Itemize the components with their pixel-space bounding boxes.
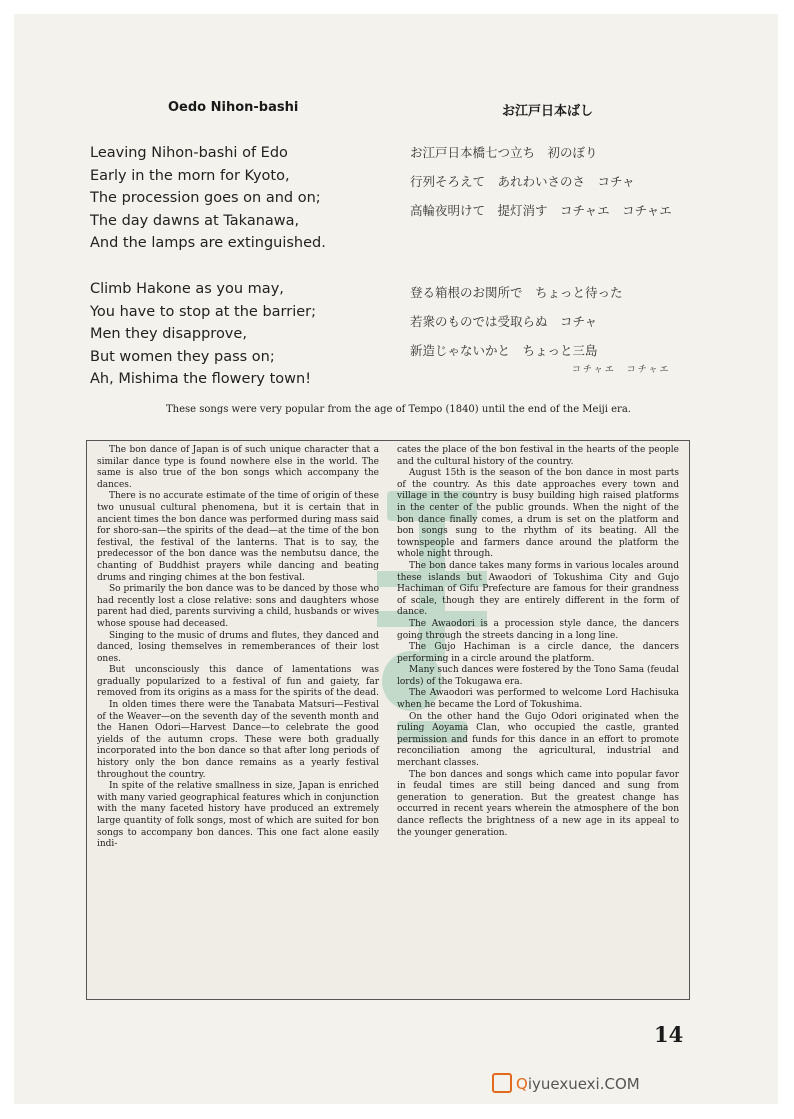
paragraph: The Awaodori was performed to welcome Lord Hachisuka when he became the Lord of Tokushima. xyxy=(397,688,679,711)
paragraph: The bon dance takes many forms in various locales around these islands but Awaodori of Tokushima City and Gujo Hachiman of Gifu Prefecture are famous for their grandness of scale, though they are entirely different in the form of dance. xyxy=(397,560,679,618)
verse-line: Climb Hakone as you may, xyxy=(90,281,284,297)
paragraph: Many such dances were fostered by the Tono Sama (feudal lords) of the Tokugawa era. xyxy=(397,665,679,687)
verse-line-jp: 行列そろえて あれわいさのさ コチャ xyxy=(410,174,635,189)
verse-line-jp: 若衆のものでは受取らぬ コチャ xyxy=(410,314,598,329)
verse2-jp-tail: コチャエ コチャエ xyxy=(572,365,671,375)
verse-line: You have to stop at the barrier; xyxy=(90,303,317,320)
paragraph: On the other hand the Gujo Odori originated when the ruling Aoyama Clan, who occupied the castle, granted permission and funds for this dance in an effort to promote reconciliation among the agricultural, industrial and merchant classes. xyxy=(397,711,679,769)
paragraph: There is no accurate estimate of the time of origin of these two unusual cultural phenomena, but it is certain that in ancient times the bon dance was performed during mass said for shoro-san—the spirits of the dead—at the time of the bon festival, the festival of the lanterns. That is to say, the predecessor of the bon dance was the nembutsu dance, the chanting of Buddhist prayers while dancing and beating drums and ringing chimes at the bon festival. xyxy=(97,491,379,583)
paragraph: In spite of the relative smallness in size, Japan is enriched with many varied geographical features which in conjunction with the many faceted history have produced an extremely large quantity of folk songs, most of which are suited for bon songs to accompany bon dances. This one fact alone easily indi- xyxy=(97,781,379,850)
verse-line: Early in the morn for Kyoto, xyxy=(90,167,290,184)
article-column-right xyxy=(397,445,679,839)
brand-accent: Q xyxy=(516,1075,528,1093)
article-column-left xyxy=(97,445,379,851)
verse2-jp xyxy=(410,282,623,369)
verse-line: Ah, Mishima the flowery town! xyxy=(90,371,312,387)
brand-text: iyuexuexi.COM xyxy=(527,1075,640,1093)
paragraph: The Gujo Hachiman is a circle dance, the dancers performing in a circle around the platform. xyxy=(397,642,679,664)
song-title-en: Oedo Nihon-bashi xyxy=(168,100,299,115)
paragraph: So primarily the bon dance was to be danced by those who had recently lost a close relative: sons and daughters whose parent had died, parents surviving a child, husbands or wives whose spouse had deceased. xyxy=(97,584,379,629)
brand-logo-icon xyxy=(492,1073,512,1093)
verse-line: And the lamps are extinguished. xyxy=(90,235,326,251)
history-note: These songs were very popular from the age of Tempo (1840) until the end of the Meiji era. xyxy=(166,404,631,415)
article-box xyxy=(86,440,690,1000)
paragraph: The bon dance of Japan is of such unique character that a similar dance type is found nowhere else in the world. The same is also true of the bon songs which accompany the dances. xyxy=(97,445,379,490)
paragraph: But unconsciously this dance of lamentations was gradually popularized to a festival of fun and gaiety, far removed from its origins as a mass for the spirits of the dead. xyxy=(97,665,379,699)
paragraph: August 15th is the season of the bon dance in most parts of the country. As this date approaches every town and village in the country is busy building high raised platforms in the center of the public grounds. When the night of the bon dance finally comes, a drum is set on the platform and bon songs sung to the rhythm of its beating. All the townspeople and farmers dance around the platform the whole night through. xyxy=(397,468,679,560)
verse-line: But women they pass on; xyxy=(90,348,275,365)
verse-line: The procession goes on and on; xyxy=(90,190,321,206)
paragraph: The bon dances and songs which came into popular favor in feudal times are still being danced and sung from generation to generation. But the greatest change has occurred in recent years wherein the atmosphere of the bon dance reflects the brightness of a new age in its appeal to the younger generation. xyxy=(397,769,679,838)
verse-line: Men they disapprove, xyxy=(90,326,247,342)
verse-line-jp: 登る箱根のお関所で ちょっと待った xyxy=(410,285,623,300)
verse1-jp xyxy=(410,142,672,229)
paragraph: Singing to the music of drums and flutes, they danced and danced, losing themselves in rememberances of their lost ones. xyxy=(97,630,379,664)
verse-line-jp: お江戸日本橋七つ立ち 初のぼり xyxy=(410,145,598,160)
song-title-jp: お江戸日本ばし xyxy=(502,104,594,119)
verse1-en xyxy=(90,142,326,255)
paragraph: cates the place of the bon festival in the hearts of the people and the cultural history of the country. xyxy=(397,445,679,467)
verse-line-jp: 新造じゃないかと ちょっと三島 xyxy=(410,343,598,358)
site-watermark xyxy=(492,1073,640,1093)
paragraph: In olden times there were the Tanabata Matsuri—Festival of the Weaver—on the seventh day of the seventh month and the Hanen Odori—Harvest Dance—to celebrate the good yields of the autumn crops. These were both gradually incorporated into the bon dance so that after long periods of history only the bon dance remains as a yearly festival throughout the country. xyxy=(97,700,379,780)
verse-line: Leaving Nihon-bashi of Edo xyxy=(90,145,288,161)
page-number: 14 xyxy=(654,1022,684,1047)
paragraph: The Awaodori is a procession style dance, the dancers going through the streets dancing in a long line. xyxy=(397,618,679,641)
verse-line: The day dawns at Takanawa, xyxy=(90,212,300,229)
verse2-en xyxy=(90,278,316,391)
verse-line-jp: 高輪夜明けて 提灯消す コチャエ コチャエ xyxy=(410,203,672,218)
